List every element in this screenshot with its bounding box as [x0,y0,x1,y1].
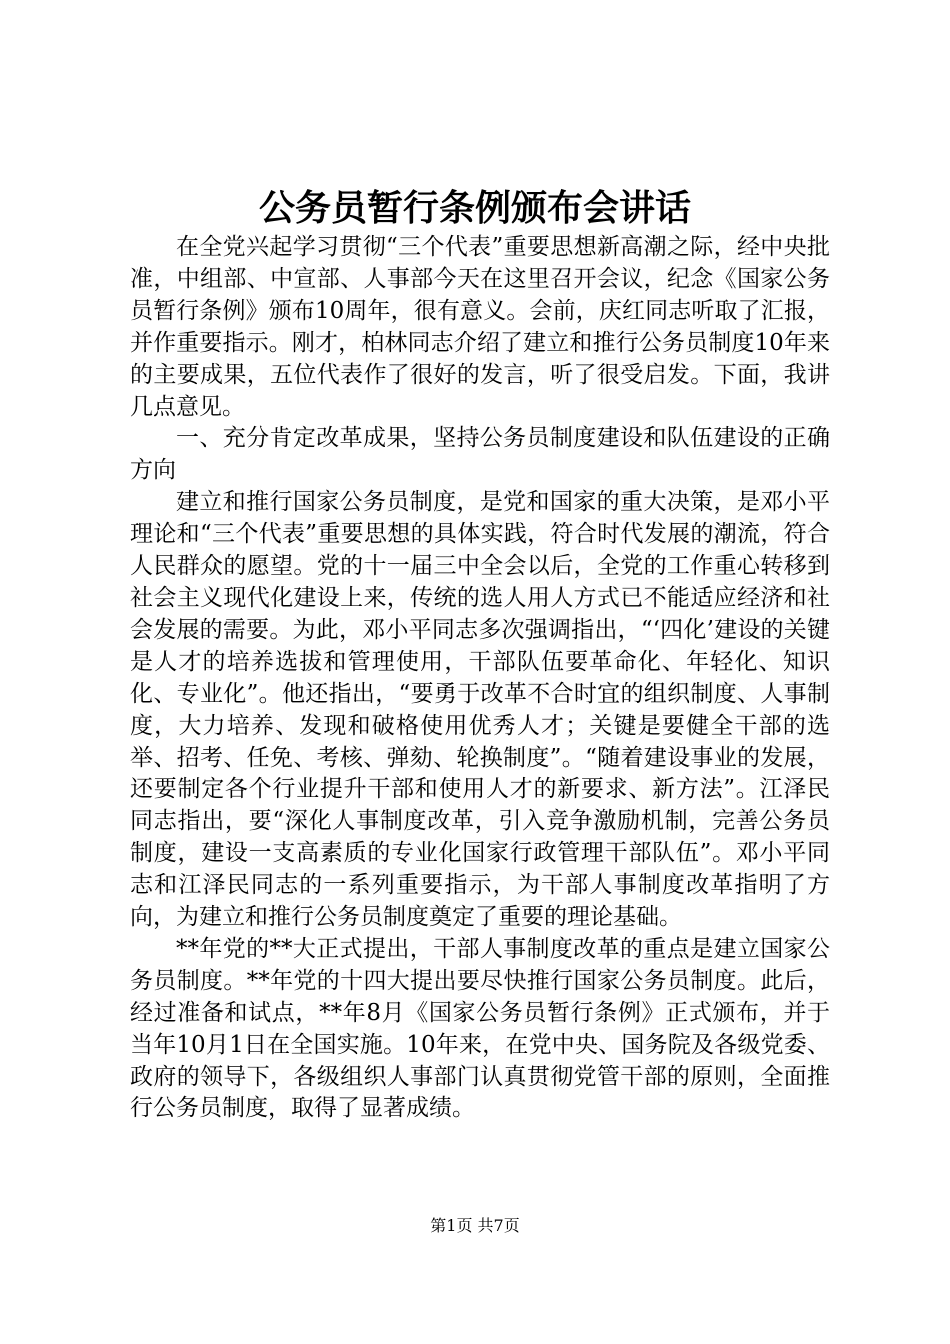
section-heading-1: 一、充分肯定改革成果，坚持公务员制度建设和队伍建设的正确方向 [130,425,830,484]
document-body [130,232,830,1125]
page-number-footer: 第1页 共7页 [430,1216,520,1235]
document-title: 公务员暂行条例颁布会讲话 [258,187,691,229]
paragraph-background: 建立和推行国家公务员制度，是党和国家的重大决策，是邓小平理论和“三个代表”重要思想的具体实践，符合时代发展的潮流，符合人民群众的愿望。党的十一届三中全会以后，全党的工作重心转移到社会主义现代化建设上来，传统的选人用人方式已不能适应经济和社会发展的需要。为此，邓小平同志多次强调指出，“‘四化’建设的关键是人才的培养选拔和管理使用，干部队伍要革命化、年轻化、知识化、专业化”。他还指出，“要勇于改革不合时宜的组织制度、人事制度，大力培养、发现和破格使用优秀人才；关键是要健全干部的选举、招考、任免、考核、弹劾、轮换制度”。“随着建设事业的发展，还要制定各个行业提升干部和使用人才的新要求、新方法”。江泽民同志指出，要“深化人事制度改革，引入竞争激励机制，完善公务员制度，建设一支高素质的专业化国家行政管理干部队伍”。邓小平同志和江泽民同志的一系列重要指示，为干部人事制度改革指明了方向，为建立和推行公务员制度奠定了重要的理论基础。 [130,489,830,931]
paragraph-history: **年党的**大正式提出，干部人事制度改革的重点是建立国家公务员制度。**年党的十四大提出要尽快推行国家公务员制度。此后，经过准备和试点，**年8月《国家公务员暂行条例》正式颁布，并于当年10月1日在全国实施。10年来，在党中央、国务院及各级党委、政府的领导下，各级组织人事部门认真贯彻党管干部的原则，全面推行公务员制度，取得了显著成绩。 [130,935,830,1122]
paragraph-intro: 在全党兴起学习贯彻“三个代表”重要思想新高潮之际，经中央批准，中组部、中宣部、人事部今天在这里召开会议，纪念《国家公务员暂行条例》颁布10周年，很有意义。会前，庆红同志听取了汇报，并作重要指示。刚才，柏林同志介绍了建立和推行公务员制度10年来的主要成果，五位代表作了很好的发言，听了很受启发。下面，我讲几点意见。 [130,234,830,420]
